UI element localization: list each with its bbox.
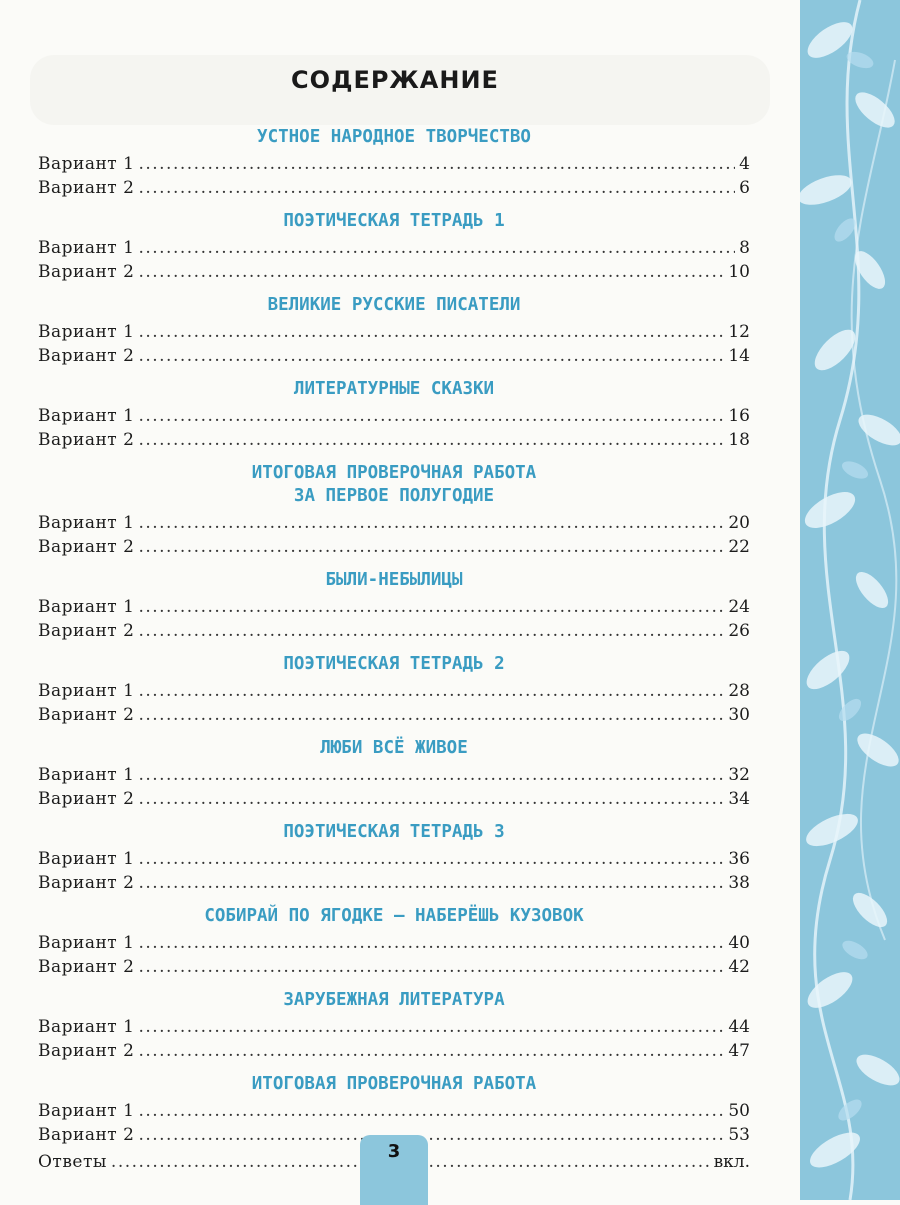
toc-entry-label: Вариант 1 (38, 765, 135, 785)
toc-entry-label: Вариант 2 (38, 1124, 135, 1145)
section-title-line: ЛИТЕРАТУРНЫЕ СКАЗКИ (293, 379, 495, 399)
toc-entry-page: 16 (728, 406, 750, 426)
dot-leader (138, 536, 724, 560)
dot-leader (138, 764, 724, 788)
section-title (38, 1073, 750, 1096)
section-title-line: ИТОГОВАЯ ПРОВЕРОЧНАЯ РАБОТА (251, 463, 537, 483)
section-title-line: ЗА ПЕРВОЕ ПОЛУГОДИЕ (293, 486, 495, 506)
answers-label: Ответы (38, 1152, 107, 1172)
toc-entry-page: 26 (728, 620, 750, 641)
toc-entry-page: 30 (728, 704, 750, 725)
section-title (38, 294, 750, 317)
section-title (38, 905, 750, 928)
toc-entry[interactable] (38, 596, 750, 620)
toc-entry[interactable] (38, 956, 750, 980)
toc-entry-label: Вариант 1 (38, 1017, 135, 1037)
toc-entry-page: 24 (728, 597, 750, 617)
toc-entry[interactable] (38, 321, 750, 345)
dot-leader (138, 177, 735, 201)
dot-leader (138, 512, 724, 536)
toc-entry[interactable] (38, 405, 750, 429)
page-number: 3 (387, 1141, 401, 1162)
toc-entry[interactable] (38, 345, 750, 369)
toc-entry-label: Вариант 1 (38, 597, 135, 617)
section-title (38, 126, 750, 149)
toc-entry-label: Вариант 2 (38, 536, 135, 557)
section-title-line: ЗАРУБЕЖНАЯ ЛИТЕРАТУРА (283, 990, 505, 1010)
section-title (38, 653, 750, 676)
toc-entry[interactable] (38, 261, 750, 285)
toc-entry-label: Вариант 2 (38, 788, 135, 809)
toc-entry-page: 14 (728, 345, 750, 366)
toc-entry-page: 42 (728, 956, 750, 977)
toc-entry-label: Вариант 2 (38, 345, 135, 366)
toc-entry-label: Вариант 2 (38, 620, 135, 641)
dot-leader (138, 1040, 724, 1064)
toc-entry-label: Вариант 1 (38, 681, 135, 701)
toc-entry-page: 28 (728, 681, 750, 701)
section-title-line: ПОЭТИЧЕСКАЯ ТЕТРАДЬ 3 (283, 822, 505, 842)
toc-entry-page: 20 (728, 513, 750, 533)
toc-entry-page: 4 (739, 154, 750, 174)
decorative-leaf-border (800, 0, 900, 1200)
dot-leader (138, 680, 724, 704)
toc-entry-label: Вариант 1 (38, 933, 135, 953)
toc-entry-label: Вариант 2 (38, 177, 135, 198)
dot-leader (138, 1124, 724, 1148)
toc-entry-page: 40 (728, 933, 750, 953)
section-title (38, 569, 750, 592)
toc-entry-label: Вариант 2 (38, 429, 135, 450)
toc-entry-page: 18 (728, 429, 750, 450)
dot-leader (138, 429, 724, 453)
dot-leader (138, 704, 724, 728)
toc-entry-label: Вариант 1 (38, 322, 135, 342)
table-of-contents (38, 126, 750, 1175)
toc-entry-label: Вариант 1 (38, 1101, 135, 1121)
section-title-line: ИТОГОВАЯ ПРОВЕРОЧНАЯ РАБОТА (251, 1074, 537, 1094)
toc-entry-label: Вариант 1 (38, 406, 135, 426)
toc-entry-page: 53 (728, 1124, 750, 1145)
toc-entry-page: 47 (728, 1040, 750, 1061)
toc-entry-label: Вариант 1 (38, 513, 135, 533)
toc-entry-label: Вариант 1 (38, 849, 135, 869)
toc-entry-page: 22 (728, 536, 750, 557)
leaf-pattern-icon (800, 0, 900, 1200)
dot-leader (138, 1016, 724, 1040)
dot-leader (138, 956, 724, 980)
dot-leader (138, 596, 724, 620)
dot-leader (138, 872, 724, 896)
dot-leader (138, 1100, 724, 1124)
toc-entry-label: Вариант 2 (38, 261, 135, 282)
page-title: СОДЕРЖАНИЕ (291, 66, 499, 94)
toc-entry[interactable] (38, 620, 750, 644)
toc-entry-page: 8 (739, 238, 750, 258)
toc-entry[interactable] (38, 764, 750, 788)
toc-entry-label: Вариант 1 (38, 154, 135, 174)
toc-entry-page: 36 (728, 849, 750, 869)
toc-entry[interactable] (38, 536, 750, 560)
section-title-line: УСТНОЕ НАРОДНОЕ ТВОРЧЕСТВО (257, 127, 531, 147)
toc-entry-page: 32 (728, 765, 750, 785)
toc-entry[interactable] (38, 1100, 750, 1124)
dot-leader (138, 405, 724, 429)
toc-entry[interactable] (38, 704, 750, 728)
toc-entry[interactable] (38, 788, 750, 812)
dot-leader (138, 848, 724, 872)
toc-entry[interactable] (38, 1040, 750, 1064)
toc-entry[interactable] (38, 512, 750, 536)
section-title (38, 378, 750, 401)
toc-entry-page: 34 (728, 788, 750, 809)
dot-leader (138, 620, 724, 644)
section-title (38, 989, 750, 1012)
toc-entry[interactable] (38, 153, 750, 177)
toc-entry-page: 44 (728, 1017, 750, 1037)
toc-entry-label: Вариант 2 (38, 1040, 135, 1061)
section-title-line: ЛЮБИ ВСЁ ЖИВОЕ (320, 738, 468, 758)
toc-entry[interactable] (38, 848, 750, 872)
section-title (38, 210, 750, 233)
dot-leader (138, 321, 724, 345)
section-title-line: ПОЭТИЧЕСКАЯ ТЕТРАДЬ 2 (283, 654, 505, 674)
toc-entry[interactable] (38, 1016, 750, 1040)
section-title (38, 821, 750, 844)
toc-entry[interactable] (38, 680, 750, 704)
toc-entry-label: Вариант 1 (38, 238, 135, 258)
toc-entry-label: Вариант 2 (38, 956, 135, 977)
section-title-line: СОБИРАЙ ПО ЯГОДКЕ — НАБЕРЁШЬ КУЗОВОК (204, 906, 584, 926)
page-number-badge (360, 1135, 428, 1205)
toc-entry-page: 12 (728, 322, 750, 342)
section-title-line: ПОЭТИЧЕСКАЯ ТЕТРАДЬ 1 (283, 211, 505, 231)
toc-entry[interactable] (38, 429, 750, 453)
toc-entry[interactable] (38, 932, 750, 956)
toc-entry[interactable] (38, 237, 750, 261)
section-title (38, 462, 750, 508)
dot-leader (138, 237, 735, 261)
toc-entry-page: 10 (728, 261, 750, 282)
toc-entry-label: Вариант 2 (38, 872, 135, 893)
answers-page: вкл. (713, 1152, 750, 1172)
section-title-line: ВЕЛИКИЕ РУССКИЕ ПИСАТЕЛИ (267, 295, 521, 315)
toc-entry-page: 38 (728, 872, 750, 893)
toc-entry-page: 50 (728, 1101, 750, 1121)
toc-entry[interactable] (38, 872, 750, 896)
section-title-line: БЫЛИ-НЕБЫЛИЦЫ (325, 570, 463, 590)
dot-leader (138, 261, 724, 285)
section-title (38, 737, 750, 760)
toc-entry-page: 6 (739, 177, 750, 198)
dot-leader (138, 345, 724, 369)
toc-entry-label: Вариант 2 (38, 704, 135, 725)
dot-leader (138, 932, 724, 956)
toc-entry[interactable] (38, 177, 750, 201)
dot-leader (138, 153, 735, 177)
dot-leader (138, 788, 724, 812)
